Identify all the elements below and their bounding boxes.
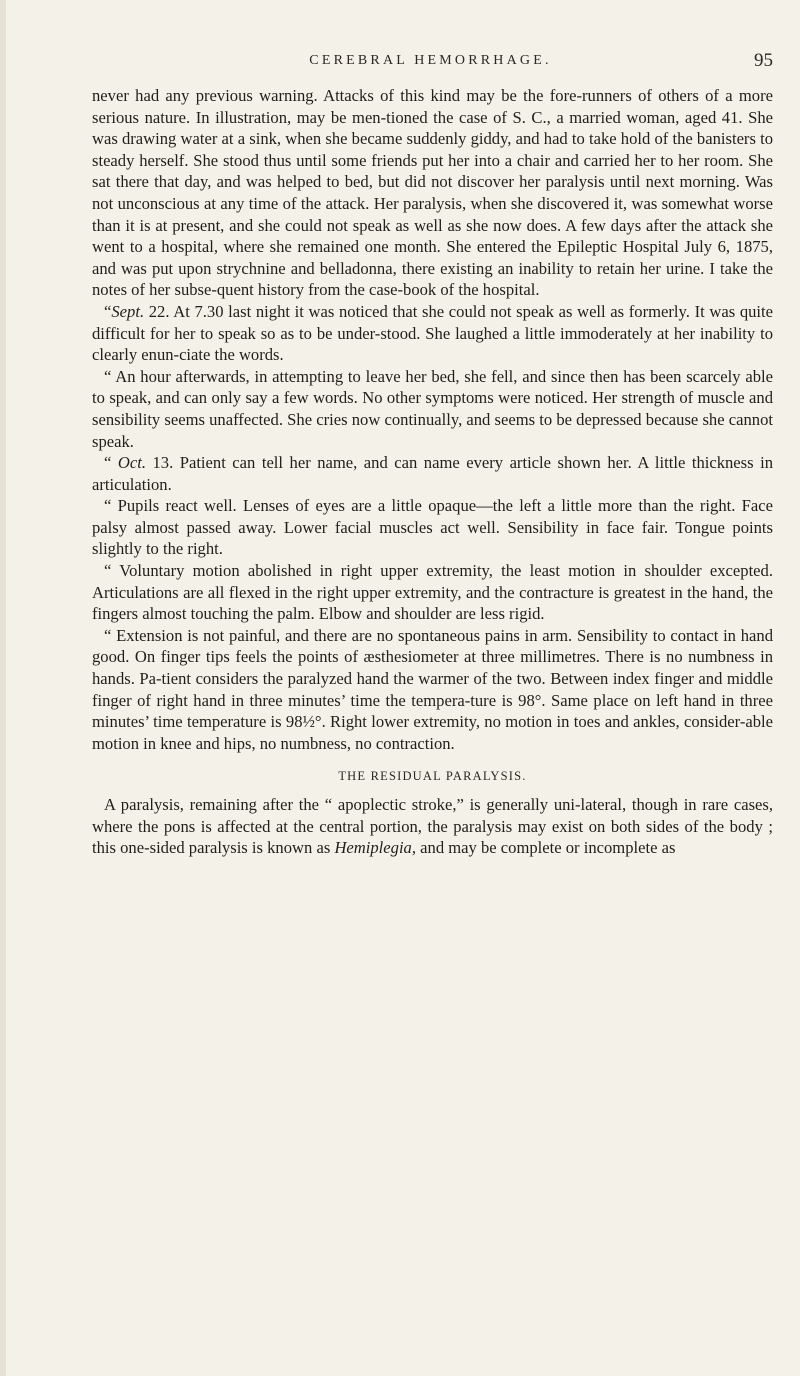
body-text — [92, 85, 773, 859]
section-heading: THE RESIDUAL PARALYSIS. — [338, 769, 527, 784]
text-run: “ An hour afterwards, in attempting to leave her bed, she fell, and since then has been scarcely able to speak, and can only say a few words. No other symptoms were noticed. Her strength of muscle and sensibility seems unaffected. She cries now continually, and seems to be depressed because she cannot speak. — [92, 366, 773, 451]
text-run: and may be complete or incomplete as — [416, 838, 676, 858]
text-run: 22. At 7.30 last night it was noticed that she could not speak as well as formerly. It was quite difficult for her to speak so as to be under-stood. She laughed a little immoderately at her inability to clearly enun-ciate the words. — [92, 301, 773, 365]
paragraph — [92, 495, 773, 560]
italic-text: Hemiplegia, — [334, 838, 417, 858]
paragraph — [92, 301, 773, 366]
paragraph — [92, 452, 773, 495]
running-title: CEREBRAL HEMORRHAGE. — [309, 53, 552, 68]
paragraph — [92, 366, 773, 452]
text-run: “ Extension is not painful, and there are no spontaneous pains in arm. Sensibility to contact in hand good. On finger tips feels the points of æsthesiometer at three millimetres. There is no numbness in hands. Pa-tient considers the paralyzed hand the warmer of the two. Between index finger and middle finger of right hand in three minutes’ time the tempera-ture is 98°. Same place on left hand in three minutes’ time temperature is 98½°. Right lower extremity, no motion in toes and ankles, consider-able motion in knee and hips, no numbness, no contraction. — [92, 625, 773, 753]
italic-text: Oct. — [117, 453, 146, 473]
paragraph — [92, 794, 773, 859]
page-number: 95 — [754, 50, 773, 71]
text-run: “ Voluntary motion abolished in right upper extremity, the least motion in shoulder excepted. Articulations are all flexed in the right upper extremity, and the contracture is greatest in the hand, the fingers almost touching the palm. Elbow and shoulder are less rigid. — [92, 561, 773, 624]
italic-text: Sept. — [111, 301, 145, 321]
paragraph — [92, 560, 773, 625]
text-run: 13. Patient can tell her name, and can name every article shown her. A little thickness in articulation. — [92, 453, 773, 494]
text-run: A paralysis, remaining after the “ apoplectic stroke,” is generally uni-lateral, though in rare cases, where the pons is affected at the central portion, the paralysis may exist on both sides of the body ; this one-sided paralysis is known as — [92, 795, 773, 858]
text-run: never had any previous warning. Attacks of this kind may be the fore-runners of others of a more serious nature. In illustration, may be men-tioned the case of S. C., a married woman, aged 41. She was drawing water at a sink, when she became suddenly giddy, and had to take hold of the banisters to steady herself. She stood thus until some friends put her into a chair and carried her to her room. She sat there that day, and was helped to bed, but did not discover her paralysis until next morning. Was not unconscious at any time of the attack. Her paralysis, when she discovered it, was somewhat worse than it is at present, and she could not speak as well as she now does. A few days after the attack she went to a hospital, where she remained one month. She entered the Epileptic Hospital July 6, 1875, and was put upon strychnine and belladonna, there existing an inability to retain her urine. I take the notes of her subse-quent history from the case-book of the hospital. — [92, 86, 773, 300]
paragraph — [92, 625, 773, 755]
text-run: “ — [104, 453, 118, 473]
text-run: “ Pupils react well. Lenses of eyes are a little opaque—the left a little more than the right. Face palsy almost passed away. Lower facial muscles act well. Sensibility in face fair. Tongue points slightly to the right. — [92, 496, 773, 559]
running-head — [88, 50, 773, 72]
paragraph — [92, 85, 773, 301]
text-run: “ — [104, 301, 112, 321]
